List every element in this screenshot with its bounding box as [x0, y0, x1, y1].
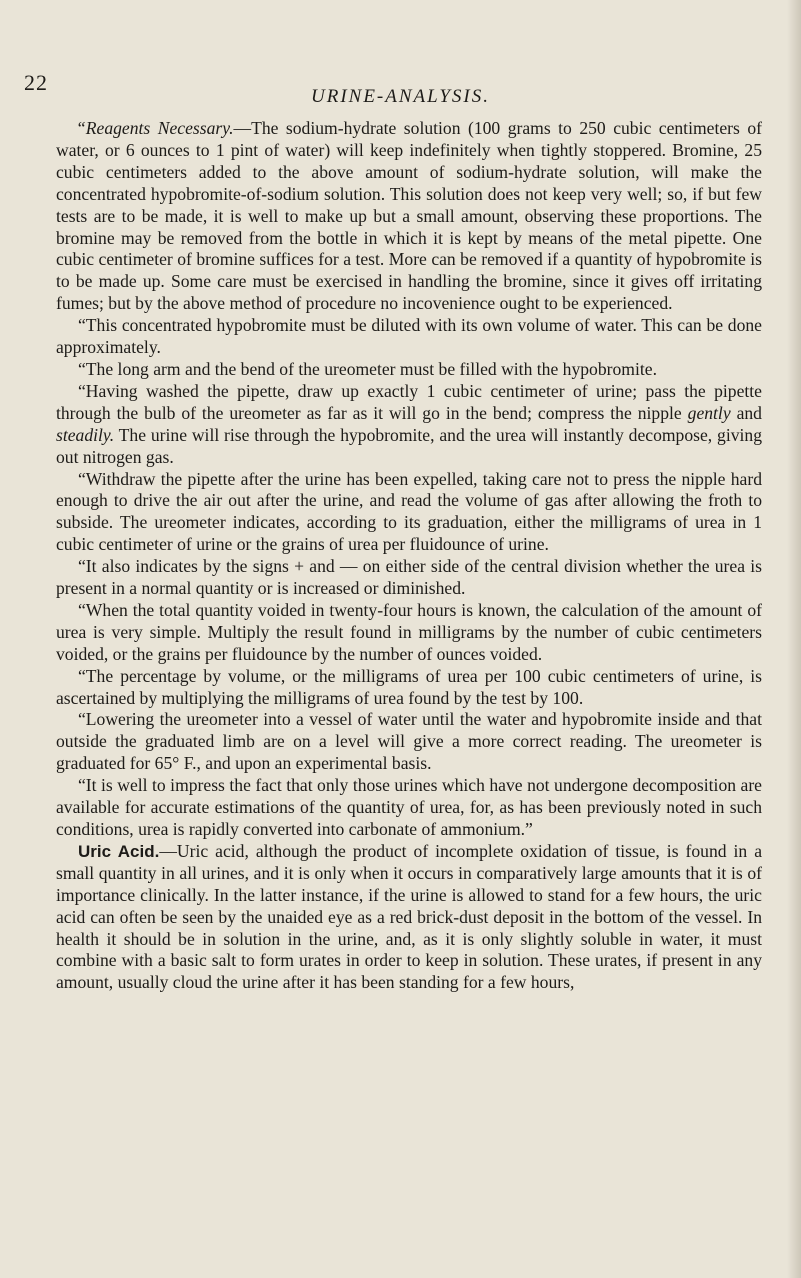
paragraph-text: “This concentrated hypobromite must be diluted with its own volume of water. This can be done approximately. [56, 315, 762, 358]
paragraph-text: The urine will rise through the hypobromite, and the urea will instantly decompose, giving out nitrogen gas. [56, 424, 762, 467]
paragraph-total-quantity [56, 600, 762, 666]
paragraph-text: “When the total quantity voided in twenty-four hours is known, the calculation of the amount of urea is very simple. Multiply the result found in milligrams by the number of cubic centimeters voided, or the grains per fluidounce by the number of ounces voided. [56, 599, 762, 664]
paragraph-text: “The long arm and the bend of the ureometer must be filled with the hypobromite. [78, 358, 657, 379]
paragraph-text: “Withdraw the pipette after the urine has been expelled, taking care not to press the nipple hard enough to drive the air out after the urine, and read the volume of gas after allowing the froth to subside. The ureometer indicates, according to its graduation, either the milligrams of urea in 1 cubic centimeter of urine or the grains of urea per fluidounce of urine. [56, 468, 762, 555]
paragraph-reagents [56, 118, 762, 315]
paragraph-fill-ureometer [56, 359, 762, 381]
paragraph-text: —The sodium-hydrate solution (100 grams to 250 cubic centimeters of water, or 6 ounces to 1 pint of water) will keep indefinitely when tightly stoppered. Bromine, 25 cubic centimeters added to the above amount of sodium-hydrate solution, will make the concentrated hypobromite-of-sodium solution. This solution does not keep very well; so, if but few tests are to be made, it is well to make up but a small amount, observing these proportions. The bromine may be removed from the bottle in which it is kept by means of the metal pipette. One cubic centimeter of bromine suffices for a test. More can be removed if a quantity of hypobromite is to be made up. Some care must be exercised in handling the bromine, since it gives off irritating fumes; but by the above method of procedure no incovenience ought to be experienced. [56, 118, 762, 314]
uric-acid-heading: Uric Acid. [78, 841, 160, 861]
paragraph-signs [56, 556, 762, 600]
paragraph-text: —Uric acid, although the product of incomplete oxidation of tissue, is found in a small quantity in all urines, and it is only when it occurs in comparatively large amounts that it is of importance clinically. In the latter instance, if the urine is allowed to stand for a few hours, the uric acid can often be seen by the unaided eye as a red brick-dust deposit in the bottom of the vessel. In health it should be in solution in the urine, and, as it is only slightly soluble in water, it must combine with a basic salt to form urates in order to keep in solution. These urates, if present in any amount, usually cloud the urine after it has been standing for a few hours, [56, 840, 762, 993]
reagents-heading: “Reagents Necessary. [76, 118, 234, 138]
paragraph-text: “Having washed the pipette, draw up exactly 1 cubic centimeter of urine; pass the pipette through the bulb of the ureometer as far as it will go in the bend; compress the nipple [56, 380, 762, 423]
running-title: URINE-ANALYSIS. [311, 86, 490, 107]
body-text [56, 118, 762, 994]
emphasis-gently: gently [687, 402, 731, 423]
paragraph-text: and [730, 402, 762, 423]
paragraph-text: “It also indicates by the signs + and — on either side of the central division whether the urea is present in a normal quantity or is increased or diminished. [56, 556, 762, 599]
paragraph-pipette [56, 381, 762, 469]
paragraph-decomposition [56, 775, 762, 841]
paragraph-dilution [56, 315, 762, 359]
paragraph-text: “It is well to impress the fact that only those urines which have not undergone decomposition are available for accurate estimations of the quantity of urea, for, as has been previously noted in such conditions, urea is rapidly converted into carbonate of ammonium.” [56, 775, 762, 839]
paragraph-withdraw [56, 469, 762, 557]
emphasis-steadily: steadily. [56, 424, 115, 445]
paragraph-uric-acid [56, 841, 762, 994]
paragraph-text: “Lowering the ureometer into a vessel of water until the water and hypobromite inside and that outside the graduated limb are on a level will give a more correct reading. The ureometer is graduated for 65° F., and upon an experimental basis. [56, 709, 762, 774]
page-number: 22 [24, 70, 48, 95]
paragraph-text: “The percentage by volume, or the milligrams of urea per 100 cubic centimeters of urine, is ascertained by multiplying the milligrams of urea found by the test by 100. [56, 665, 762, 708]
page-edge-shadow [787, 0, 801, 1278]
paragraph-lowering [56, 709, 762, 775]
paragraph-percentage [56, 666, 762, 710]
